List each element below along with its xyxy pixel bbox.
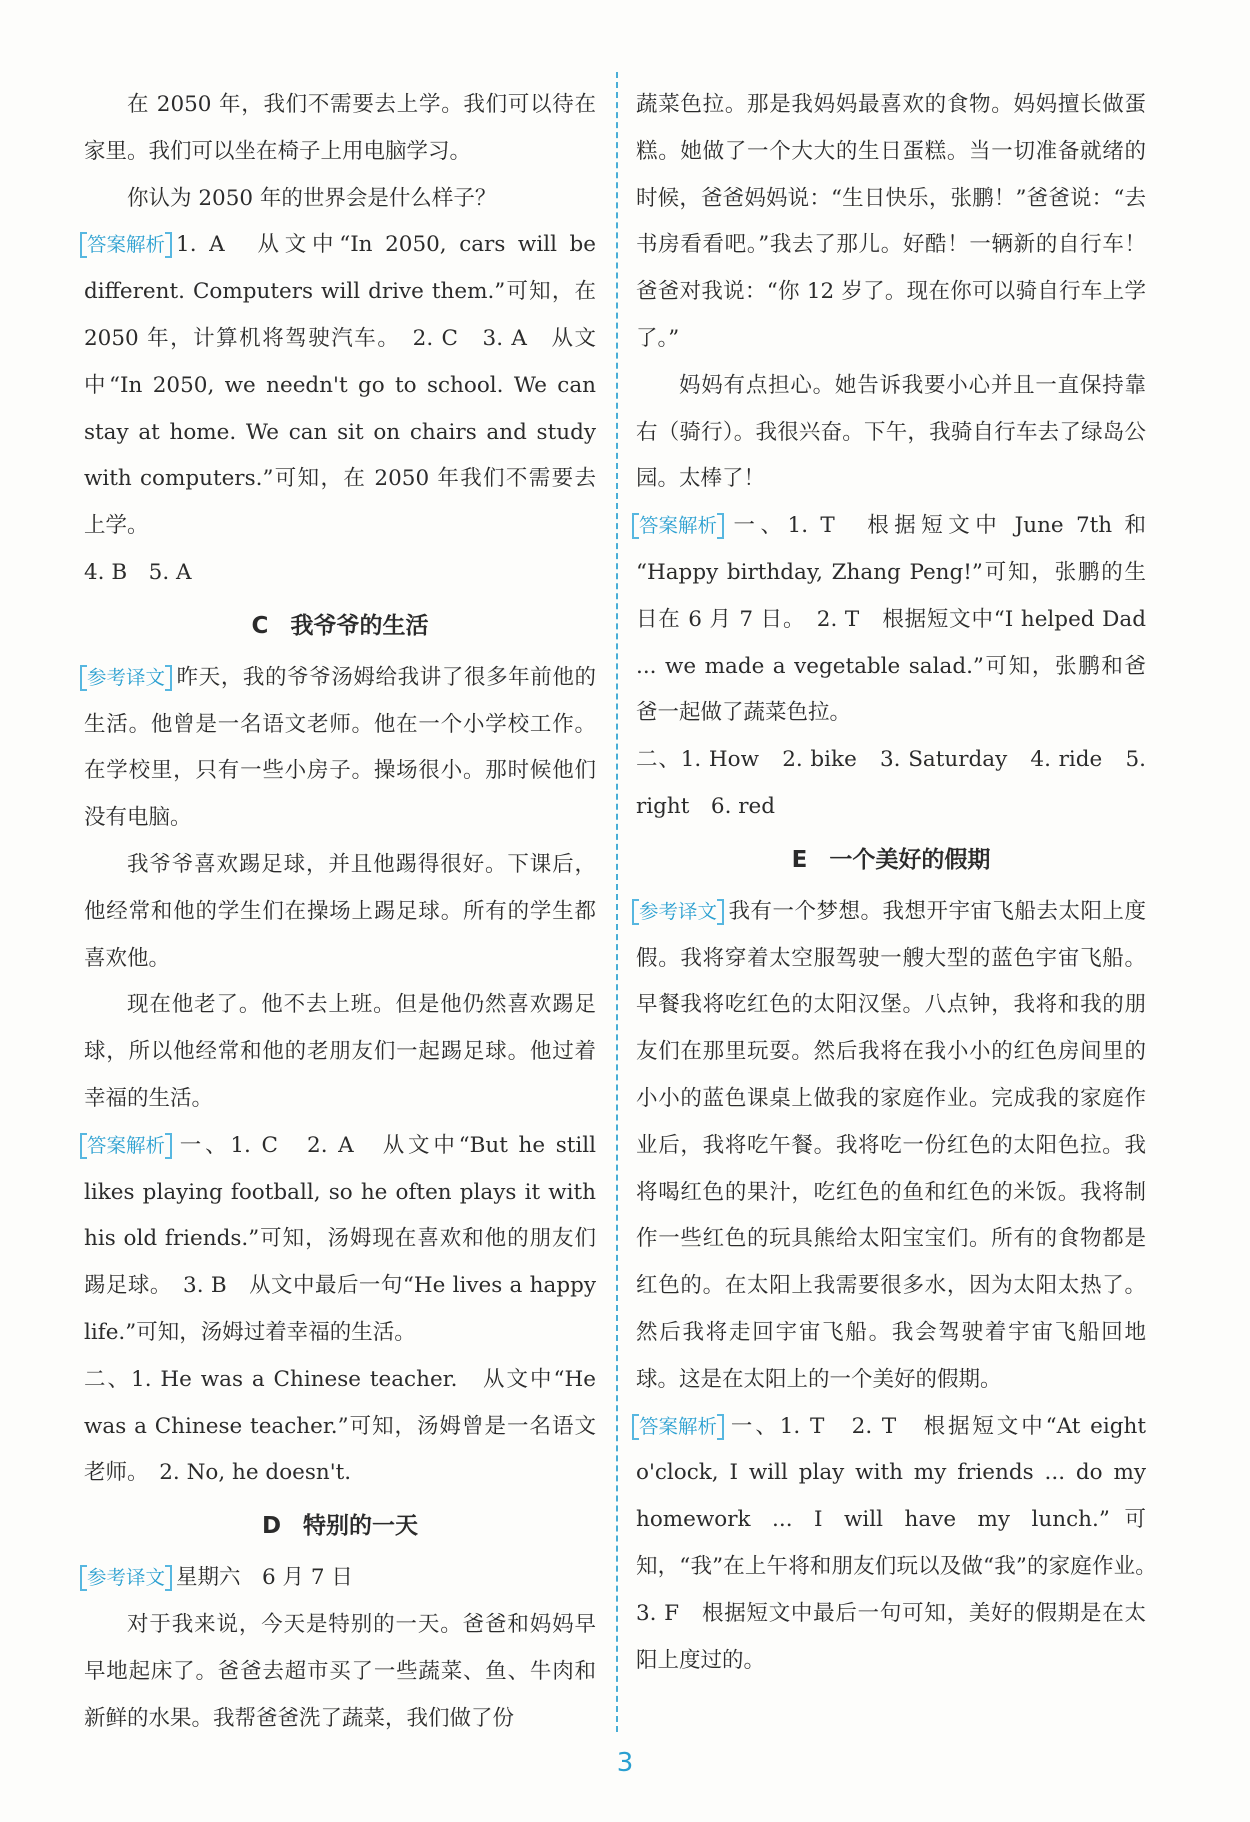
answer-tag: 答案解析 [84,1132,168,1160]
section-title-c [84,597,596,655]
right-column [636,82,1168,1684]
answer-tag: 答案解析 [636,512,720,540]
answer-text: 1. A 从文中“In 2050, cars will be different. Computers will drive them.”可知，在 2050 年，计算机将驾驶汽车。 2. C 3. A 从文中“In 2050, we needn't go to school. We can stay at home. We can sit on chairs and study with computers.”可知，在 2050 年我们不需要去上学。 [84,232,596,539]
section-letter: C [251,612,269,639]
answer-analysis [636,1404,1168,1685]
translation-tag: 参考译文 [84,1564,168,1592]
answer-tag: 答案解析 [636,1413,720,1441]
translation [84,655,596,842]
section-title-text: 我爷爷的生活 [290,612,429,639]
translation-text: 我有一个梦想。我想开宇宙飞船去太阳上度假。我将穿着太空服驾驶一艘大型的蓝色宇宙飞船。早餐我将吃红色的太阳汉堡。八点钟，我将和我的朋友们在那里玩耍。然后我将在我小小的红色房间里的小小的蓝色课桌上做我的家庭作业。完成我的家庭作业后，我将吃午餐。我将吃一份红色的太阳色拉。我将喝红色的果汁，吃红色的鱼和红色的米饭。我将制作一些红色的玩具熊给太阳宝宝们。所有的食物都是红色的。在太阳上我需要很多水，因为太阳太热了。然后我将走回宇宙飞船。我会驾驶着宇宙飞船回地球。这是在太阳上的一个美好的假期。 [636,898,1146,1392]
answer-analysis [84,222,596,550]
paragraph: 蔬菜色拉。那是我妈妈最喜欢的食物。妈妈擅长做蛋糕。她做了一个大大的生日蛋糕。当一切准备就绪的时候，爸爸妈妈说：“生日快乐，张鹏！”爸爸说：“去书房看看吧。”我去了那儿。好酷！一辆新的自行车！爸爸对我说：“你 12 岁了。现在你可以骑自行车上学了。” [636,92,1146,351]
paragraph: 对于我来说，今天是特别的一天。爸爸和妈妈早早地起床了。爸爸去超市买了一些蔬菜、鱼、牛肉和新鲜的水果。我帮爸爸洗了蔬菜，我们做了份 [84,1611,596,1731]
answer-text: 一、1. C 2. A 从文中“But he still likes playing football, so he often plays it with his old friends.”可知，汤姆现在喜欢和他的朋友们踢足球。 3. B 从文中最后一句“He lives a happy life.”可知，汤姆过着幸福的生活。 [84,1132,596,1345]
section-letter: E [791,846,808,873]
column-divider [616,72,618,1732]
answer-line: 二、1. How 2. bike 3. Saturday 4. ride 5. right 6. red [636,747,1146,819]
answer-line: 二、1. He was a Chinese teacher. 从文中“He was a Chinese teacher.”可知，汤姆曾是一名语文老师。 2. No, he doesn't. [84,1366,596,1486]
translation-tag: 参考译文 [636,898,720,926]
answer-text: 一、1. T 2. T 根据短文中“At eight o'clock, I will play with my friends ... do my homework ... I will have my lunch.”可知，“我”在上午将和朋友们玩以及做“我”的家庭作业。 3. F 根据短文中最后一句可知，美好的假期是在太阳上度过的。 [636,1413,1168,1673]
section-title-e [636,831,1146,889]
paragraph: 在 2050 年，我们不需要去上学。我们可以待在家里。我们可以坐在椅子上用电脑学习。 [84,92,596,164]
section-title-d [84,1497,596,1555]
translation-text: 昨天，我的爷爷汤姆给我讲了很多年前他的生活。他曾是一名语文老师。他在一个小学校工作。在学校里，只有一些小房子。操场很小。那时候他们没有电脑。 [84,664,596,831]
left-column [84,82,596,1742]
answer-line: 4. B 5. A [84,559,192,585]
translation [636,889,1146,1404]
answer-text: 一、1. T 根据短文中 June 7th 和 “Happy birthday, Zhang Peng!”可知，张鹏的生日在 6 月 7 日。 2. T 根据短文中“I helped Dad ... we made a vegetable salad.”可知，张鹏和爸爸一起做了蔬菜色拉。 [636,513,1146,726]
paragraph: 妈妈有点担心。她告诉我要小心并且一直保持靠右（骑行）。我很兴奋。下午，我骑自行车去了绿岛公园。太棒了！ [636,372,1146,492]
translation-tag: 参考译文 [84,664,168,692]
section-title-text: 特别的一天 [303,1513,419,1540]
paragraph: 现在他老了。他不去上班。但是他仍然喜欢踢足球，所以他经常和他的老朋友们一起踢足球。他过着幸福的生活。 [84,992,596,1111]
answer-tag: 答案解析 [84,231,168,259]
page-number: 3 [616,1748,634,1778]
answer-analysis [636,503,1146,737]
section-letter: D [261,1513,282,1540]
section-title-text: 一个美好的假期 [829,846,991,873]
paragraph: 我爷爷喜欢踢足球，并且他踢得很好。下课后，他经常和他的学生们在操场上踢足球。所有的学生都喜欢他。 [84,851,596,971]
translation [84,1555,596,1602]
paragraph: 你认为 2050 年的世界会是什么样子？ [127,185,497,211]
translation-date: 星期六 6 月 7 日 [176,1565,353,1591]
answer-analysis [84,1123,596,1357]
